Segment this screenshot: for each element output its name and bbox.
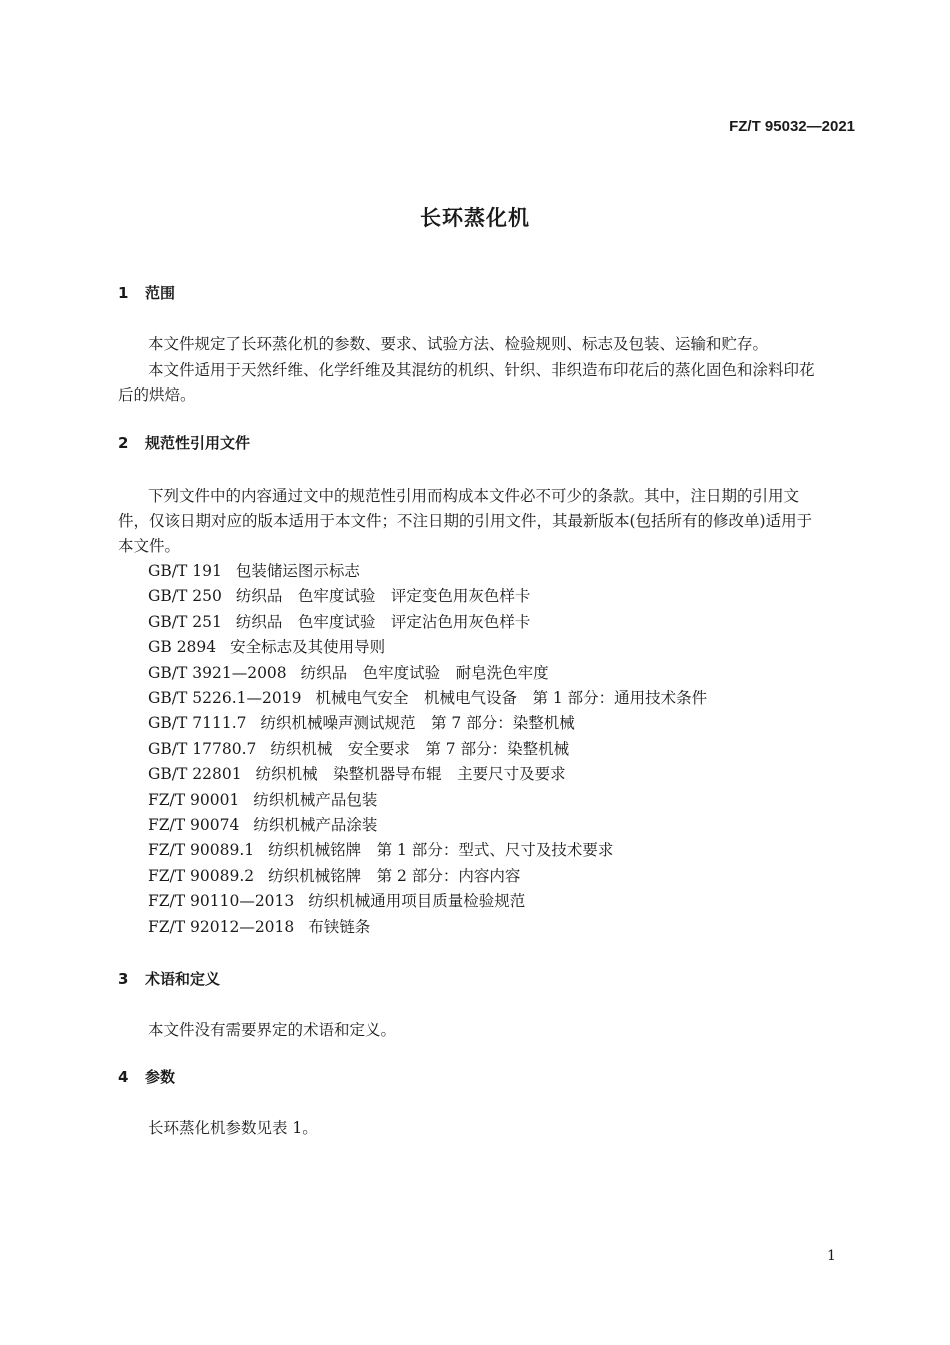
reference-code: FZ/T 90110—2013 xyxy=(148,892,295,911)
reference-item xyxy=(148,889,525,911)
reference-item xyxy=(148,737,569,759)
paragraph-line: 下列文件中的内容通过文中的规范性引用而构成本文件必不可少的条款。其中，注日期的引用文 xyxy=(148,487,800,505)
reference-item xyxy=(148,711,575,733)
reference-item xyxy=(148,838,613,860)
reference-item xyxy=(148,584,530,606)
section-number: 1 xyxy=(118,284,129,302)
reference-title: 安全标志及其使用导则 xyxy=(230,638,386,657)
reference-item xyxy=(148,762,566,784)
reference-item xyxy=(148,813,377,835)
reference-title: 纺织品 色牢度试验 评定变色用灰色样卡 xyxy=(235,587,531,606)
reference-title: 纺织机械产品涂装 xyxy=(253,816,378,834)
reference-title: 包装储运图示标志 xyxy=(235,562,360,580)
section-title: 参数 xyxy=(145,1068,176,1086)
reference-code: GB/T 191 xyxy=(148,562,222,580)
reference-code: FZ/T 90001 xyxy=(148,790,240,809)
section-number: 2 xyxy=(118,434,129,452)
reference-item xyxy=(148,686,707,708)
reference-code: FZ/T 90089.2 xyxy=(148,866,255,885)
section-heading-normative-references xyxy=(118,432,250,453)
reference-code: GB/T 3921—2008 xyxy=(148,663,287,682)
reference-title: 纺织机械 安全要求 第 7 部分：染整机械 xyxy=(270,739,570,758)
section-number: 3 xyxy=(118,970,129,988)
reference-title: 纺织品 色牢度试验 耐皂洗色牢度 xyxy=(300,663,549,682)
paragraph-line: 本文件规定了长环蒸化机的参数、要求、试验方法、检验规则、标志及包装、运输和贮存。 xyxy=(148,335,769,353)
section-heading-parameters xyxy=(118,1066,175,1087)
reference-code: FZ/T 90074 xyxy=(148,816,240,834)
reference-title: 纺织机械通用项目质量检验规范 xyxy=(308,892,526,911)
paragraph-line: 本文件适用于天然纤维、化学纤维及其混纺的机织、针织、非织造布印花后的蒸化固色和涂料印花 xyxy=(148,361,815,379)
paragraph-line: 本文件。 xyxy=(118,537,181,555)
reference-title: 纺织机械噪声测试规范 第 7 部分：染整机械 xyxy=(260,714,575,733)
section-number: 4 xyxy=(118,1068,129,1086)
section-title: 术语和定义 xyxy=(145,970,221,988)
paragraph-line: 本文件没有需要界定的术语和定义。 xyxy=(148,1021,397,1039)
standard-number: FZ/T 95032—2021 xyxy=(729,118,855,135)
paragraph-line: 长环蒸化机参数见表 1。 xyxy=(148,1119,318,1137)
reference-title: 布铗链条 xyxy=(308,917,371,936)
paragraph-line: 后的烘焙。 xyxy=(118,386,196,404)
reference-item xyxy=(148,788,377,810)
document-title: 长环蒸化机 xyxy=(420,206,530,230)
section-heading-scope xyxy=(118,282,175,303)
page-number: 1 xyxy=(827,1248,836,1264)
reference-code: GB/T 22801 xyxy=(148,765,242,784)
section-title: 规范性引用文件 xyxy=(145,434,251,452)
reference-title: 纺织机械铭牌 第 1 部分：型式、尺寸及技术要求 xyxy=(268,841,614,860)
reference-item xyxy=(148,635,385,657)
reference-title: 纺织机械 染整机器导布辊 主要尺寸及要求 xyxy=(255,765,566,784)
reference-title: 纺织机械铭牌 第 2 部分：内容内容 xyxy=(268,866,521,885)
section-heading-terms xyxy=(118,968,220,989)
reference-item xyxy=(148,610,530,632)
reference-title: 纺织机械产品包装 xyxy=(253,790,378,809)
reference-title: 纺织品 色牢度试验 评定沾色用灰色样卡 xyxy=(235,612,531,631)
reference-item xyxy=(148,559,360,581)
reference-item xyxy=(148,864,520,886)
reference-code: GB/T 251 xyxy=(148,612,222,631)
reference-code: GB/T 5226.1—2019 xyxy=(148,689,302,707)
paragraph-line: 件，仅该日期对应的版本适用于本文件；不注日期的引用文件，其最新版本(包括所有的修改单)适用于 xyxy=(118,512,813,530)
section-title: 范围 xyxy=(145,284,176,302)
reference-code: FZ/T 92012—2018 xyxy=(148,917,295,936)
reference-item xyxy=(148,661,549,683)
reference-title: 机械电气安全 机械电气设备 第 1 部分：通用技术条件 xyxy=(315,689,708,707)
reference-code: GB 2894 xyxy=(148,638,217,657)
reference-code: GB/T 7111.7 xyxy=(148,714,247,733)
reference-item xyxy=(148,915,370,937)
reference-code: FZ/T 90089.1 xyxy=(148,841,255,860)
reference-code: GB/T 17780.7 xyxy=(148,739,257,758)
reference-code: GB/T 250 xyxy=(148,587,222,606)
